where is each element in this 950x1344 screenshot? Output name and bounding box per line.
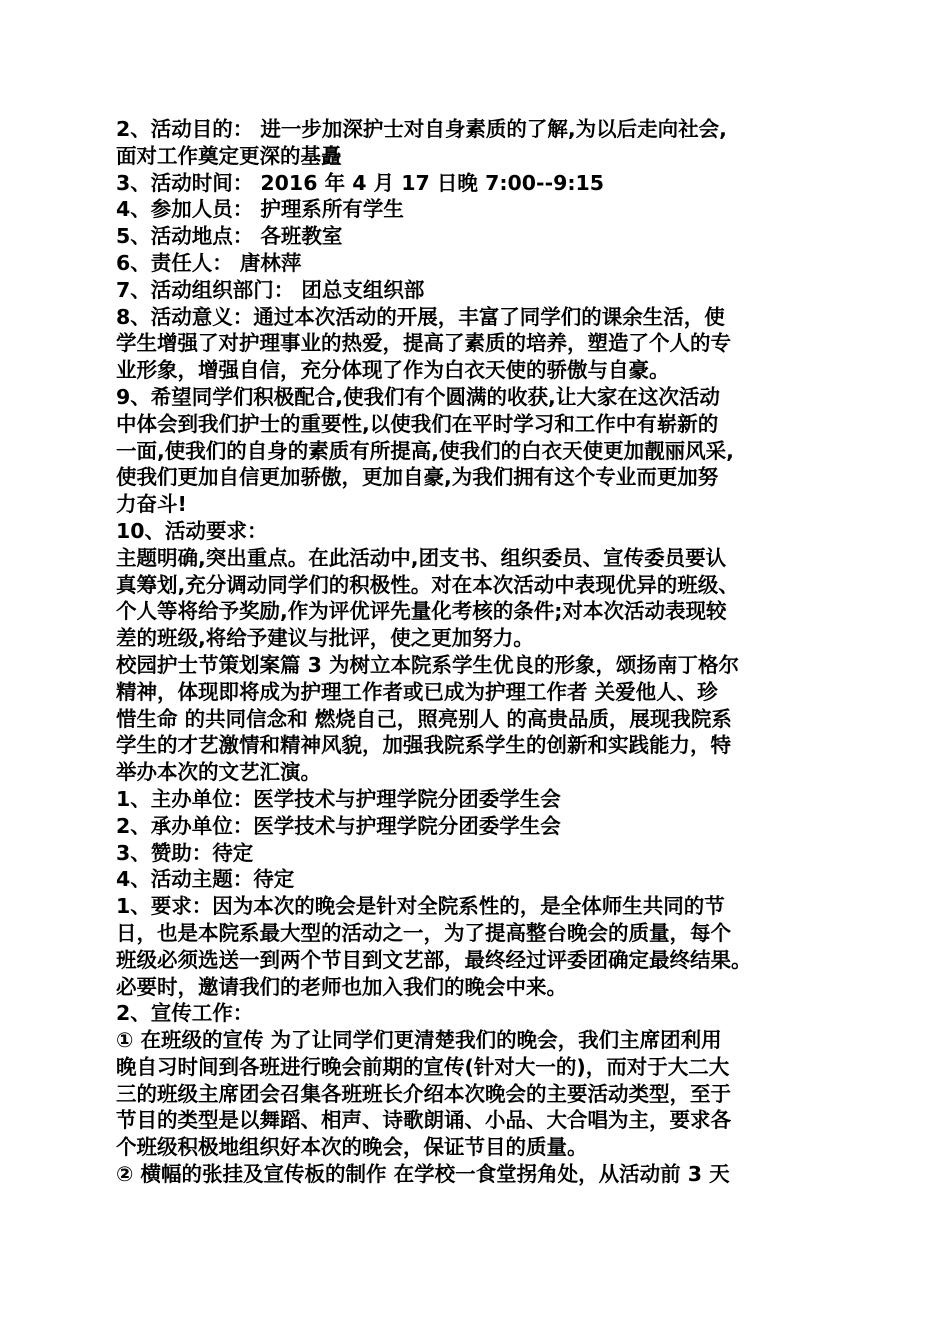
text-line: 3、活动时间： 2016 年 4 月 17 日晚 7:00--9:15: [116, 170, 605, 195]
text-line: 学生的才艺激情和精神风貌，加强我院系学生的创新和实践能力，特: [116, 733, 731, 758]
text-line: 8、活动意义：通过本次活动的开展，丰富了同学们的课余生活，使: [116, 304, 725, 329]
text-line: 班级必须选送一到两个节目到文艺部，最终经过评委团确定最终结果。: [116, 947, 752, 972]
text-line: 主题明确,突出重点。在此活动中,团支书、组织委员、宣传委员要认: [116, 545, 727, 570]
text-line: 节目的类型是以舞蹈、相声、诗歌朗诵、小品、大合唱为主，要求各: [116, 1108, 731, 1133]
text-line: 5、活动地点： 各班教室: [116, 224, 343, 249]
text-line: 9、希望同学们积极配合,使我们有个圆满的收获,让大家在这次活动: [116, 384, 720, 409]
text-line: 2、宣传工作：: [116, 1001, 254, 1026]
text-line: 差的班级,将给予建议与批评，使之更加努力。: [116, 626, 534, 651]
text-line: 个班级积极地组织好本次的晚会，保证节目的质量。: [116, 1135, 588, 1160]
text-line: 精神，体现即将成为护理工作者或已成为护理工作者 关爱他人、珍: [116, 679, 718, 704]
text-line: 6、责任人： 唐林萍: [116, 250, 302, 275]
text-line: 1、要求：因为本次的晚会是针对全院系性的，是全体师生共同的节: [116, 894, 725, 919]
text-line: ① 在班级的宣传 为了让同学们更清楚我们的晚会，我们主席团利用: [116, 1028, 722, 1053]
text-line: 2、承办单位：医学技术与护理学院分团委学生会: [116, 813, 561, 838]
text-line: 学生增强了对护理事业的热爱，提高了素质的培养，塑造了个人的专: [116, 331, 731, 356]
text-line: 必要时，邀请我们的老师也加入我们的晚会中来。: [116, 974, 567, 999]
text-line: 4、活动主题：待定: [116, 867, 295, 892]
text-line: 一面,使我们的自身的素质有所提高,使我们的白衣天使更加靓丽风采,: [116, 438, 734, 463]
text-line: 惜生命 的共同信念和 燃烧自己，照亮别人 的高贵品质，展现我院系: [116, 706, 732, 731]
text-line: 举办本次的文艺汇演。: [116, 760, 321, 785]
text-line: 三的班级主席团会召集各班班长介绍本次晚会的主要活动类型，至于: [116, 1081, 731, 1106]
text-line: 晚自习时间到各班进行晚会前期的宣传(针对大一的)，而对于大二大: [116, 1054, 730, 1079]
text-line: 7、活动组织部门： 团总支组织部: [116, 277, 425, 302]
text-line: 2、活动目的： 进一步加深护士对自身素质的了解,为以后走向社会,: [116, 117, 727, 141]
text-line: 力奋斗!: [116, 492, 187, 517]
text-line: 使我们更加自信更加骄傲，更加自豪,为我们拥有这个专业而更加努: [116, 465, 719, 490]
text-line: 真筹划,充分调动同学们的积极性。对在本次活动中表现优异的班级、: [116, 572, 739, 597]
text-line: 面对工作奠定更深的基矗: [116, 143, 342, 168]
text-line: 业形象，增强自信，充分体现了作为白衣天使的骄傲与自豪。: [116, 358, 670, 383]
text-line: 中体会到我们护士的重要性,以使我们在平时学习和工作中有崭新的: [116, 411, 719, 436]
text-line: 个人等将给予奖励,作为评优评先量化考核的条件;对本次活动表现较: [116, 599, 727, 624]
text-line: 校园护士节策划案篇 3 为树立本院系学生优良的形象，颂扬南丁格尔: [116, 652, 740, 677]
text-line: 10、活动要求：: [116, 518, 268, 543]
document-page: [116, 116, 846, 1188]
text-line: 4、参加人员： 护理系所有学生: [116, 197, 404, 222]
text-line: 3、赞助：待定: [116, 840, 254, 865]
text-line: 1、主办单位：医学技术与护理学院分团委学生会: [116, 786, 561, 811]
text-line: 日，也是本院系最大型的活动之一，为了提高整台晚会的质量，每个: [116, 920, 731, 945]
text-line: ② 横幅的张挂及宣传板的制作 在学校一食堂拐角处，从活动前 3 天: [116, 1162, 730, 1187]
